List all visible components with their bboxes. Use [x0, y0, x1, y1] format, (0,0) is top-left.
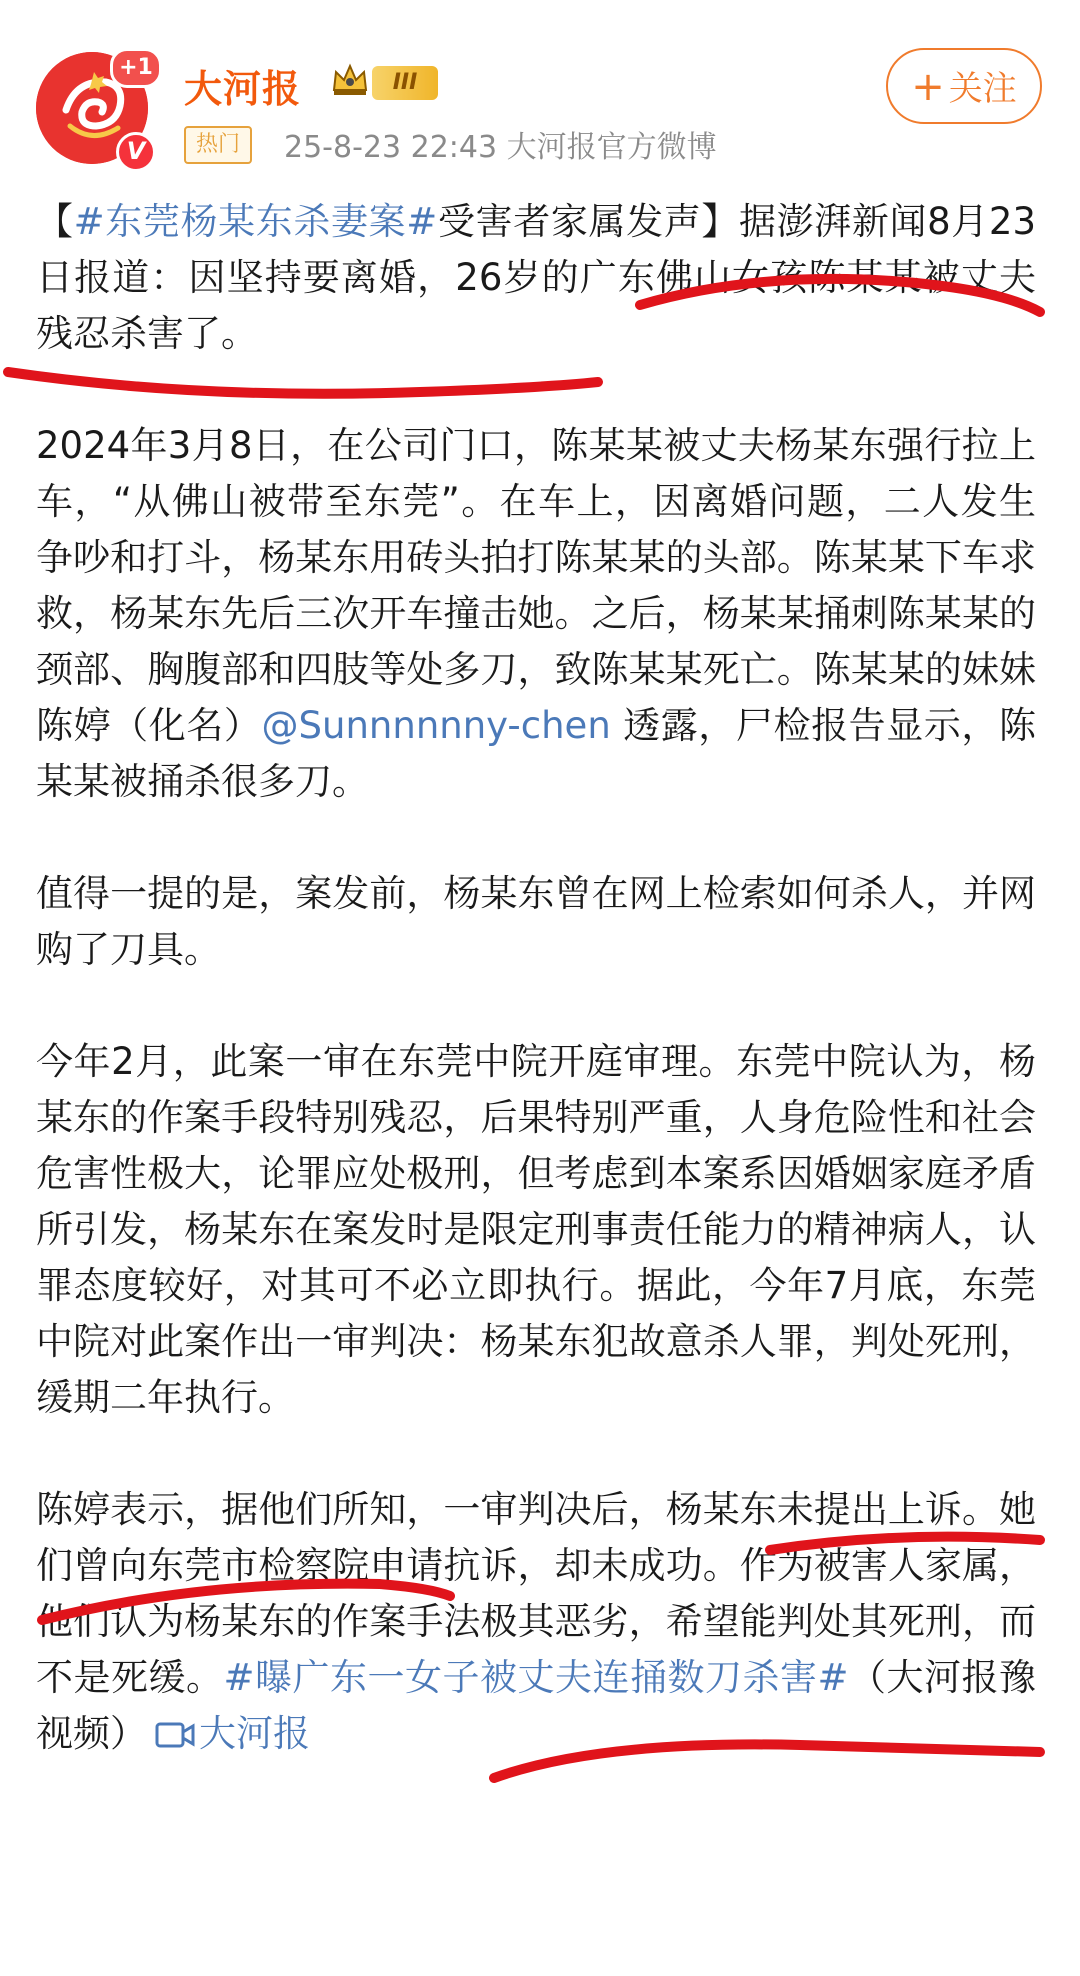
- hot-badge: 热门: [184, 126, 252, 164]
- open-bracket: 【: [36, 200, 74, 243]
- post-paragraph-5: [36, 1482, 1036, 1762]
- paragraph-text: 陈婷表示，据他们所知，一审判决后，杨某东未提出上诉。她们曾向东莞市检察院申请抗诉，却未成功。作为被害人家属，他们认为杨某东的作案手法极其恶劣，希望能判处其死刑，而不是死缓。: [36, 1488, 1036, 1699]
- verified-v-icon: V: [116, 132, 156, 172]
- mention-link[interactable]: @Sunnnnnny-chen: [261, 704, 611, 747]
- post-body: [36, 194, 1036, 1818]
- post-paragraph-2: [36, 418, 1036, 810]
- follow-button[interactable]: [886, 48, 1042, 124]
- video-link-label: 大河报: [199, 1712, 310, 1755]
- video-icon: [155, 1720, 195, 1750]
- post-paragraph-4: 今年2月，此案一审在东莞中院开庭审理。东莞中院认为，杨某东的作案手段特别残忍，后果特别严重，人身危险性和社会危害性极大，论罪应处极刑，但考虑到本案系因婚姻家庭矛盾所引发，杨某东在案发时是限定刑事责任能力的精神病人，认罪态度较好，对其可不必立即执行。据此，今年7月底，东莞中院对此案作出一审判决：杨某东犯故意杀人罪，判处死刑，缓期二年执行。: [36, 1040, 1036, 1419]
- post-meta: 25-8-23 22:43 大河报官方微博: [284, 130, 717, 165]
- hashtag-link[interactable]: #曝广东一女子被丈夫连捅数刀杀害#: [223, 1656, 849, 1699]
- plus-icon: +: [911, 64, 945, 110]
- post-paragraph-3: 值得一提的是，案发前，杨某东曾在网上检索如何杀人，并网购了刀具。: [36, 872, 1036, 971]
- paragraph-text: 透露，尸检报告显示，陈某某被捅杀很多刀。: [36, 704, 1037, 803]
- post-header: [0, 0, 1080, 180]
- post-paragraph-1: [36, 194, 1036, 362]
- paragraph-text: 2024年3月8日，在公司门口，陈某某被丈夫杨某东强行拉上车，“从佛山被带至东莞”。在车上，因离婚问题，二人发生争吵和打斗，杨某东用砖头拍打陈某某的头部。陈某某下车求救，杨某东先后三次开车撞击她。之后，杨某某捅刺陈某某的颈部、胸腹部和四肢等处多刀，致陈某某死亡。陈某某的妹妹陈婷（化名）: [36, 424, 1036, 747]
- account-name[interactable]: 大河报: [184, 67, 302, 111]
- source-text: （大河报豫视频）: [36, 1656, 1036, 1755]
- avatar-plus-badge: +1: [110, 48, 162, 88]
- hashtag-link[interactable]: #东莞杨某东杀妻案#: [73, 200, 438, 243]
- level-badge: III: [372, 66, 438, 100]
- title-tail: 受害者家属发声】: [437, 200, 739, 243]
- crown-icon: [330, 60, 370, 100]
- video-link[interactable]: [147, 1712, 310, 1755]
- paragraph-text: 据澎湃新闻8月23日报道：因坚持要离婚，26岁的广东佛山女孩陈某某被丈夫残忍杀害了。: [36, 200, 1037, 355]
- follow-button-label: 关注: [948, 69, 1017, 109]
